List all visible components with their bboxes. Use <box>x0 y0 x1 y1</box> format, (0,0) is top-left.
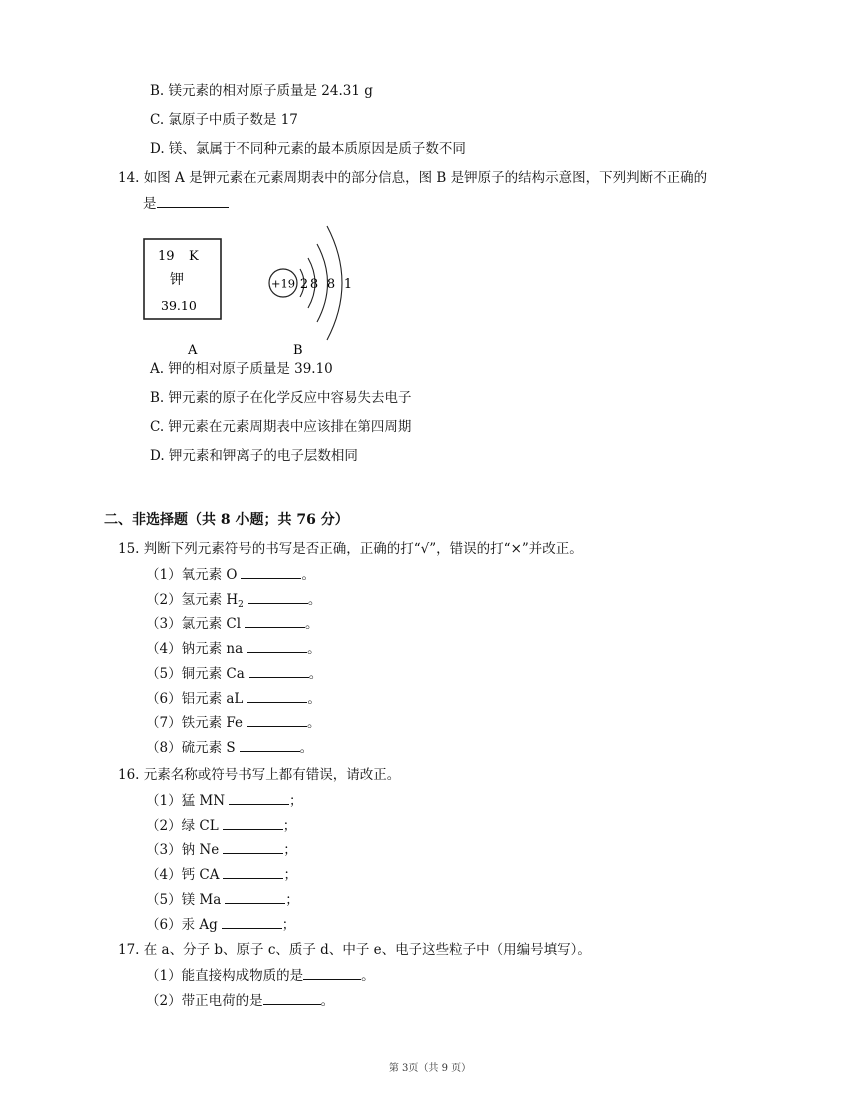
figure-label-b: B <box>293 343 303 358</box>
answer-blank[interactable] <box>223 817 283 830</box>
item-end-mark: ； <box>285 891 299 908</box>
q14-stem-line2: 是 <box>143 195 229 213</box>
answer-blank[interactable] <box>263 992 321 1005</box>
item-number: （2） <box>146 993 182 1009</box>
q16-stem: 16. 元素名称或符号书写上都有错误，请改正。 <box>118 767 401 783</box>
figure-label-a: A <box>188 343 198 358</box>
item-label: 铁元素 Fe <box>181 715 244 732</box>
shell-electrons-3: 8 <box>326 277 336 292</box>
answer-blank[interactable] <box>157 195 229 208</box>
q16-item-4 <box>146 866 297 884</box>
item-number: （4） <box>146 867 182 884</box>
shell-electrons-4: 1 <box>343 277 353 292</box>
item-subscript: 2 <box>238 599 244 610</box>
q13-option-b: B. 镁元素的相对原子质量是 24.31 g <box>150 83 373 99</box>
item-label: 铜元素 Ca <box>181 665 245 682</box>
answer-blank[interactable] <box>247 714 307 727</box>
item-label: 氯元素 Cl <box>181 616 242 633</box>
q13-option-c: C. 氯原子中质子数是 17 <box>150 112 298 128</box>
cell-atomic-number: 19 <box>158 249 175 264</box>
item-label: 钠 Ne <box>181 842 220 859</box>
periodic-table-cell <box>144 239 221 319</box>
q15-item-2 <box>146 591 321 614</box>
answer-blank[interactable] <box>249 665 309 678</box>
item-end-mark: 。 <box>307 641 321 658</box>
q17-item-1 <box>146 967 375 985</box>
item-label: 钙 CA <box>181 867 220 884</box>
page-footer: 第 3页（共 9 页） <box>388 1063 472 1074</box>
item-label: 带正电荷的是 <box>181 993 263 1009</box>
q15-item-6 <box>146 690 321 708</box>
answer-blank[interactable] <box>241 566 301 579</box>
q15-item-4 <box>146 640 321 658</box>
q14-option-a: A. 钾的相对原子质量是 39.10 <box>150 361 333 377</box>
item-number: （1） <box>146 793 182 809</box>
item-label: 猛 MN <box>181 793 226 809</box>
item-label: 硫元素 S <box>181 739 236 756</box>
shell-electrons-2: 8 <box>309 277 319 292</box>
item-number: （1） <box>146 567 182 583</box>
item-end-mark: ； <box>283 867 297 884</box>
q14-stem-line1: 14. 如图 A 是钾元素在元素周期表中的部分信息，图 B 是钾原子的结构示意图，下列判断不正确的 <box>118 170 708 186</box>
item-number: （6） <box>146 690 182 707</box>
item-number: （5） <box>146 891 182 908</box>
q15-stem: 15. 判断下列元素符号的书写是否正确，正确的打“√”，错误的打“×”并改正。 <box>118 541 583 557</box>
item-end-mark: 。 <box>307 591 322 608</box>
q15-item-5 <box>146 665 322 683</box>
shell-electrons-1: 2 <box>299 277 309 292</box>
cell-symbol: K <box>189 249 199 264</box>
item-label: 镁 Ma <box>181 891 222 908</box>
section-title: 二、非选择题（共 8 小题；共 76 分） <box>104 512 349 528</box>
answer-blank[interactable] <box>229 792 289 805</box>
cell-element-name: 钾 <box>170 272 184 288</box>
item-end-mark: ； <box>289 793 303 809</box>
item-end-mark: ； <box>281 916 296 933</box>
q15-item-7 <box>146 714 321 732</box>
answer-blank[interactable] <box>223 866 283 879</box>
item-end-mark: 。 <box>361 968 375 984</box>
potassium-figure <box>136 222 376 362</box>
q14-option-b: B. 钾元素的原子在化学反应中容易失去电子 <box>150 390 412 406</box>
item-number: （1） <box>146 968 182 984</box>
q15-item-3 <box>146 615 319 633</box>
answer-blank[interactable] <box>225 891 285 904</box>
q17-stem: 17. 在 a、分子 b、原子 c、质子 d、中子 e、电子这些粒子中（用编号填写）。 <box>118 942 591 958</box>
item-end-mark: ； <box>282 817 297 834</box>
item-end-mark: 。 <box>299 739 314 756</box>
q15-item-8 <box>146 739 313 757</box>
item-number: （8） <box>146 739 182 756</box>
q15-item-1 <box>146 566 315 584</box>
item-number: （6） <box>146 916 182 933</box>
q14-option-d: D. 钾元素和钾离子的电子层数相同 <box>150 448 358 464</box>
answer-blank[interactable] <box>245 615 305 628</box>
answer-blank[interactable] <box>222 916 282 929</box>
item-number: （3） <box>146 616 182 633</box>
q13-option-d: D. 镁、氯属于不同种元素的最本质原因是质子数不同 <box>150 141 466 157</box>
item-label: 氢元素 H <box>181 591 239 608</box>
q16-item-1 <box>146 792 303 810</box>
item-label: 钠元素 na <box>181 641 244 658</box>
q16-item-5 <box>146 891 299 909</box>
nucleus-charge: +19 <box>270 276 296 291</box>
item-end-mark: 。 <box>320 993 335 1009</box>
item-end-mark: 。 <box>308 665 323 682</box>
item-label: 能直接构成物质的是 <box>181 968 304 984</box>
item-label: 绿 CL <box>181 817 219 834</box>
answer-blank[interactable] <box>247 690 307 703</box>
item-number: （4） <box>146 641 182 658</box>
item-label: 氧元素 O <box>181 567 238 583</box>
q16-item-2 <box>146 817 296 835</box>
atomic-structure-diagram <box>269 226 352 340</box>
q16-item-6 <box>146 916 295 934</box>
item-number: （2） <box>146 817 182 834</box>
item-number: （5） <box>146 665 182 682</box>
answer-blank[interactable] <box>223 841 283 854</box>
q16-item-3 <box>146 841 297 859</box>
item-end-mark: ； <box>283 842 297 859</box>
item-end-mark: 。 <box>307 715 321 732</box>
q17-item-2 <box>146 992 334 1010</box>
answer-blank[interactable] <box>303 967 361 980</box>
item-end-mark: 。 <box>305 616 319 633</box>
item-end-mark: 。 <box>307 690 321 707</box>
item-end-mark: 。 <box>301 567 315 583</box>
answer-blank[interactable] <box>247 640 307 653</box>
cell-atomic-mass: 39.10 <box>161 298 197 313</box>
item-number: （3） <box>146 842 182 859</box>
item-label: 汞 Ag <box>181 916 218 933</box>
item-number: （2） <box>146 591 182 608</box>
q14-option-c: C. 钾元素在元素周期表中应该排在第四周期 <box>150 419 412 435</box>
answer-blank[interactable] <box>248 591 308 604</box>
answer-blank[interactable] <box>240 739 300 752</box>
item-number: （7） <box>146 715 182 732</box>
item-label: 铝元素 aL <box>181 690 244 707</box>
